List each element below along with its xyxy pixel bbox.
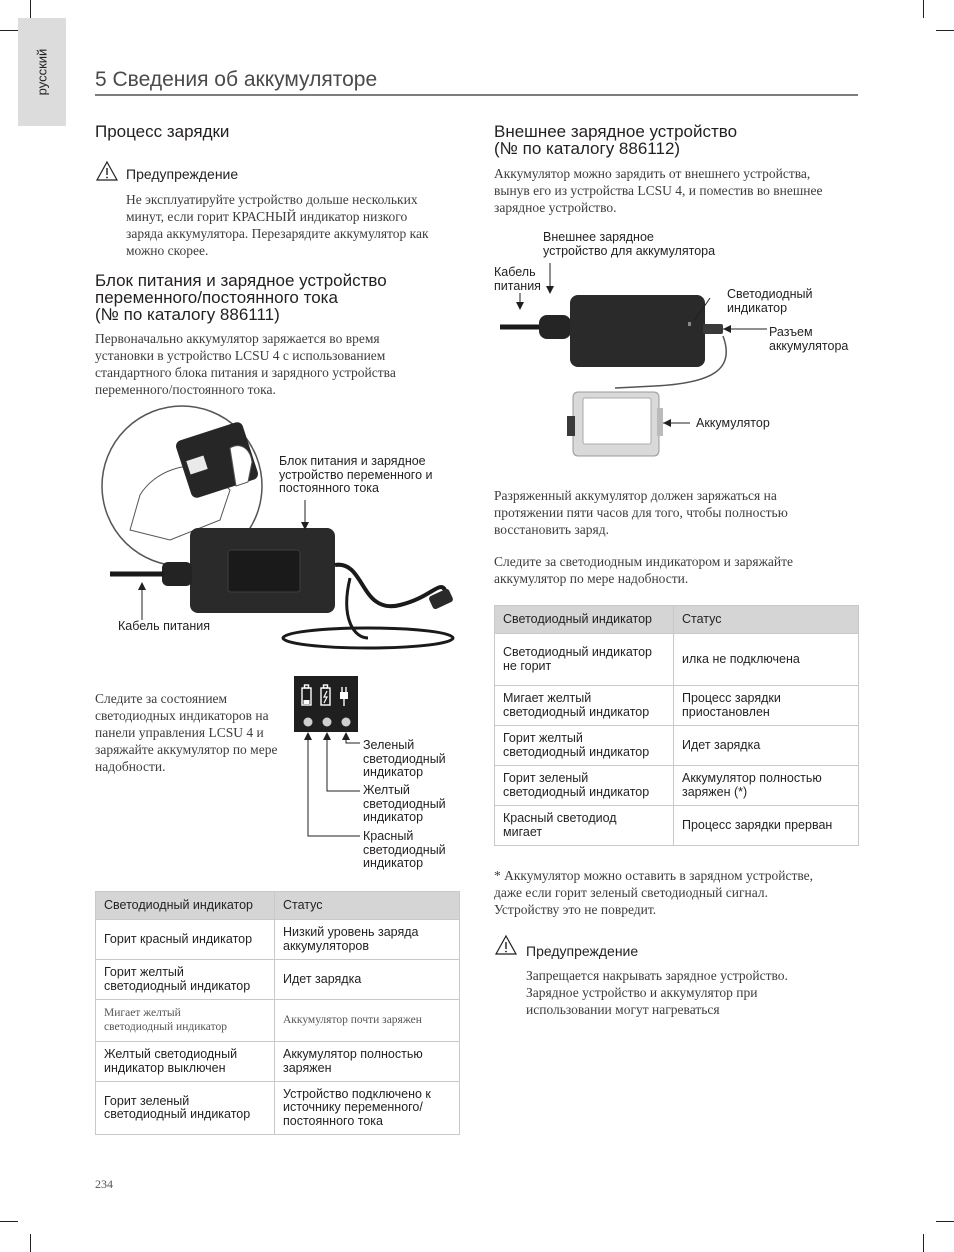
crop-mark [0, 30, 18, 31]
table-cell: Идет зарядка [674, 726, 859, 766]
language-tab-label: русский [34, 48, 50, 96]
section-title-psu: Блок питания и зарядное устройство переменного/постоянного тока (№ по каталогу 886111) [95, 271, 387, 324]
crop-mark [923, 0, 924, 18]
table-cell: Мигает желтый светодиодный индикатор [495, 686, 674, 726]
table-row [96, 1042, 460, 1082]
table-row [495, 726, 859, 766]
warning-text: Запрещается накрывать зарядное устройство. Зарядное устройство и аккумулятор при использовании могут нагреваться [526, 968, 788, 1017]
section-title-external-charger: Внешнее зарядное устройство (№ по каталогу 886112) [494, 122, 738, 158]
table-header-row [495, 606, 859, 634]
table-row [495, 634, 859, 686]
table-cell: Процесс зарядки прерван [674, 806, 859, 846]
crop-mark [30, 0, 31, 18]
footnote: * Аккумулятор можно оставить в зарядном устройстве, даже если горит зеленый светодиодный сигнал. Устройству это не повредит. [494, 868, 814, 917]
table-row [96, 1082, 460, 1135]
table-cell: Аккумулятор полностью заряжен (*) [674, 766, 859, 806]
section-title-charging: Процесс зарядки [95, 122, 230, 141]
label-external-charger: Внешнее зарядное устройство для аккумулятора [543, 230, 716, 258]
table-cell: Процесс зарядки приостановлен [674, 686, 859, 726]
table-row [495, 806, 859, 846]
paragraph-external-charger: Аккумулятор можно зарядить от внешнего устройства, вынув его из устройства LCSU 4, и поместив во внешнее зарядное устройство. [494, 166, 823, 215]
warning-title: Предупреждение [526, 943, 639, 959]
table-cell: Горит красный индикатор [96, 920, 275, 960]
table-cell: Желтый светодиодный индикатор выключен [96, 1042, 275, 1082]
label-power-cable: Кабель питания [118, 619, 211, 633]
table-cell: Аккумулятор почти заряжен [275, 1000, 460, 1042]
table-header-cell: Статус [674, 606, 859, 634]
label-charger-power-cable: Кабель питания [494, 265, 541, 293]
led-status-table-lcsu [95, 891, 460, 1135]
label-red-led: Красный светодиодный индикатор [363, 829, 446, 870]
table-row [96, 920, 460, 960]
table-row [96, 1000, 460, 1042]
table-cell: Идет зарядка [275, 960, 460, 1000]
warning-icon [495, 935, 517, 955]
table-header-cell: Светодиодный индикатор [495, 606, 674, 634]
warning-text: Не эксплуатируйте устройство дольше нескольких минут, если горит КРАСНЫЙ индикатор низкого заряда аккумулятора. Перезарядите аккумулятор как можно скорее. [126, 192, 429, 258]
table-cell: Мигает желтый светодиодный индикатор [96, 1000, 275, 1042]
table-cell: Горит желтый светодиодный индикатор [495, 726, 674, 766]
table-cell: Горит зеленый светодиодный индикатор [495, 766, 674, 806]
warning-title: Предупреждение [126, 166, 239, 182]
table-header-cell: Статус [275, 892, 460, 920]
warning-icon [96, 161, 118, 181]
table-cell: Красный светодиод мигает [495, 806, 674, 846]
header-rule [95, 94, 858, 96]
label-battery-connector: Разъем аккумулятора [769, 325, 849, 353]
page-number: 234 [95, 1177, 113, 1191]
crop-mark [923, 1234, 924, 1252]
table-cell: Светодиодный индикатор не горит [495, 634, 674, 686]
charger-body [570, 295, 705, 367]
label-psu: Блок питания и зарядное устройство переменного и постоянного тока [279, 454, 433, 495]
table-cell: Горит зеленый светодиодный индикатор [96, 1082, 275, 1135]
table-cell: Горит желтый светодиодный индикатор [96, 960, 275, 1000]
table-cell: Низкий уровень заряда аккумуляторов [275, 920, 460, 960]
crop-mark [30, 1234, 31, 1252]
paragraph-charge-time: Разряженный аккумулятор должен заряжаться на протяжении пяти часов для того, чтобы полностью восстановить заряд. [494, 488, 788, 537]
table-row [96, 960, 460, 1000]
crop-mark [0, 1221, 18, 1222]
table-row [495, 686, 859, 726]
table-cell: Устройство подключено к источнику переменного/ постоянного тока [275, 1082, 460, 1135]
table-header-cell: Светодиодный индикатор [96, 892, 275, 920]
paragraph-monitor-charger-led: Следите за светодиодным индикатором и заряжайте аккумулятор по мере надобности. [494, 554, 794, 586]
table-cell: Аккумулятор полностью заряжен [275, 1042, 460, 1082]
table-header-row [96, 892, 460, 920]
table-row [495, 766, 859, 806]
led-status-table-external [494, 605, 859, 846]
label-yellow-led: Желтый светодиодный индикатор [363, 783, 446, 824]
label-green-led: Зеленый светодиодный индикатор [363, 738, 446, 779]
paragraph-initial-charge: Первоначально аккумулятор заряжается во время установки в устройство LCSU 4 с использованием стандартного блока питания и зарядного устройства переменного/постоянного тока. [95, 331, 396, 397]
paragraph-monitor-leds: Следите за состоянием светодиодных индикаторов на панели управления LCSU 4 и заряжайте аккумулятор по мере надобности. [95, 691, 278, 774]
language-tab [18, 18, 66, 126]
chapter-title: 5 Сведения об аккумуляторе [95, 68, 378, 91]
table-cell: илка не подключена [674, 634, 859, 686]
label-battery: Аккумулятор [696, 416, 770, 430]
crop-mark [936, 1221, 954, 1222]
label-charger-led: Светодиодный индикатор [727, 287, 813, 315]
crop-mark [936, 30, 954, 31]
